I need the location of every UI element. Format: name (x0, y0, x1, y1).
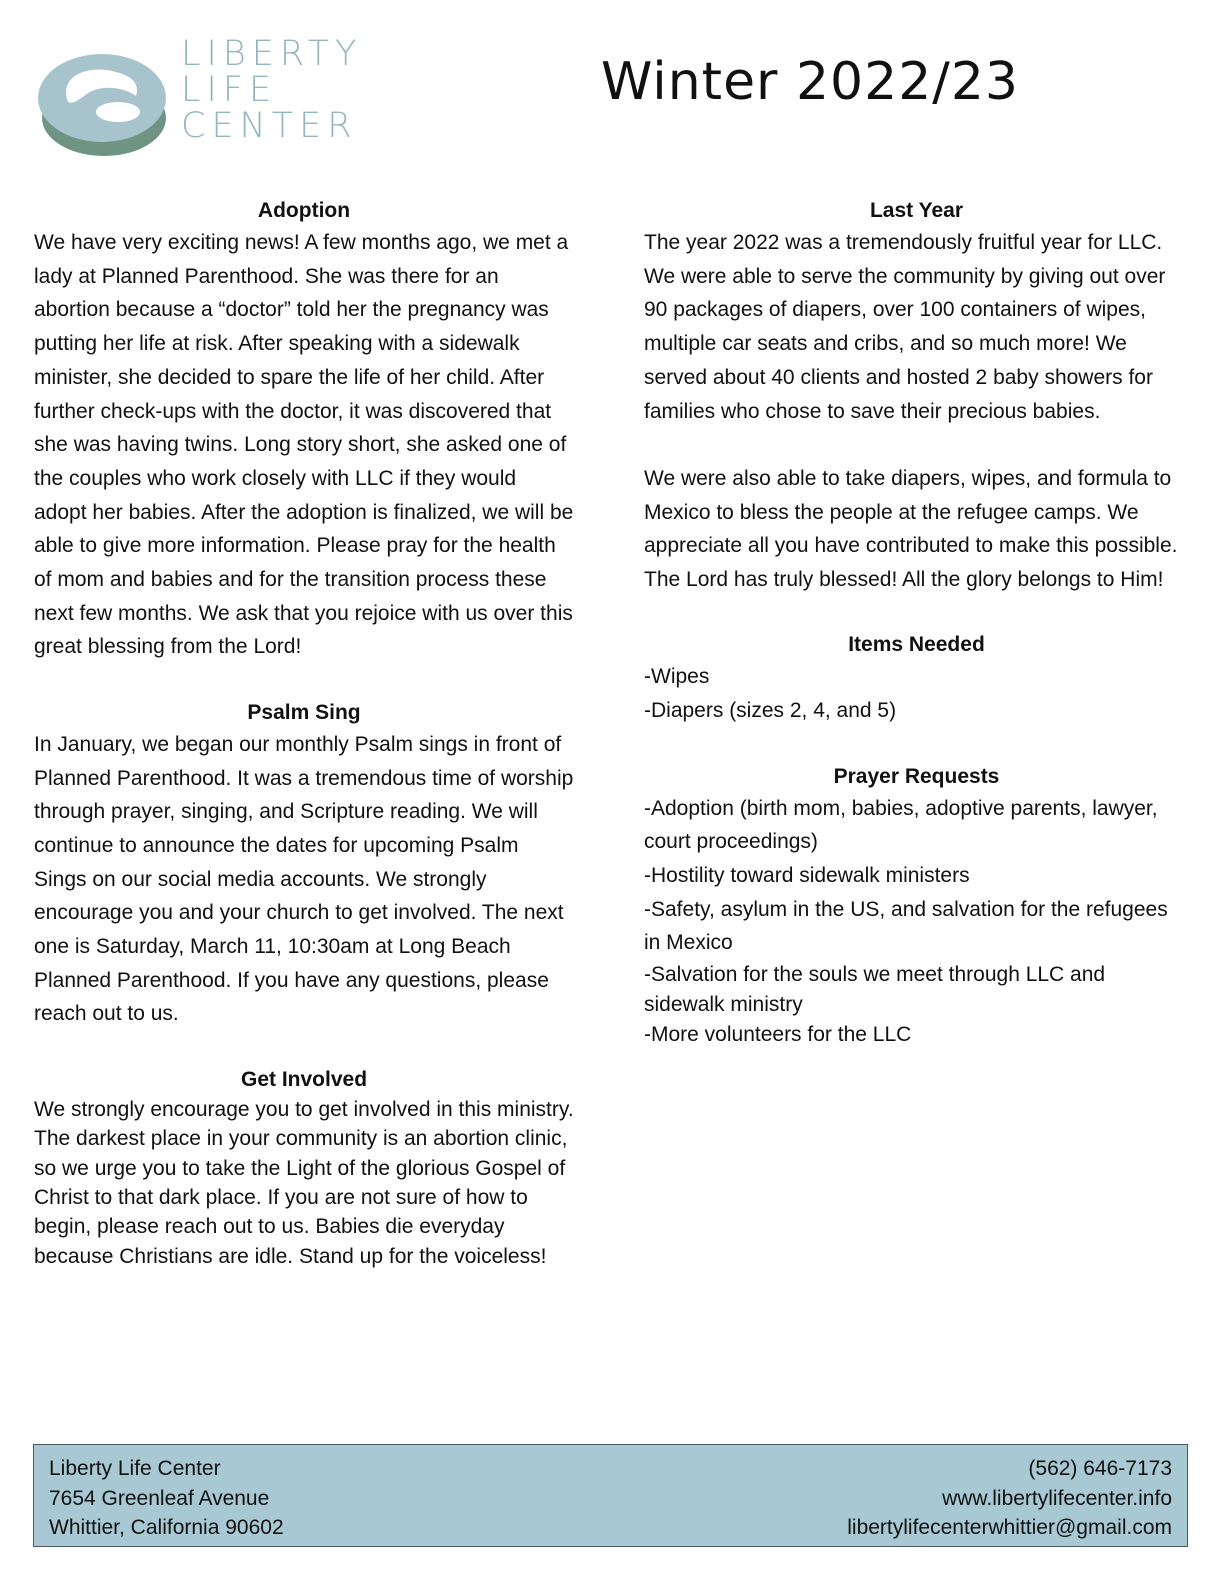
footer-phone: (562) 646-7173 (1028, 1457, 1172, 1480)
list-item: -Hostility toward sidewalk ministers (644, 863, 970, 887)
footer-address (49, 1454, 284, 1543)
adoption-section (34, 196, 574, 664)
adoption-text: We have very exciting news! A few months ago, we met a lady at Planned Parenthood. She was there for an abortion because a “doctor” told her the pregnancy was putting her life at risk. After speaking with a sidewalk minister, she decided to spare the life of her child. After further check-ups with the doctor, it was discovered that she was having twins. Long story short, she asked one of the couples who work closely with LLC if they would adopt her babies. After the adoption is finalized, we will be able to give more information. Please pray for the health of mom and babies and for the transition process these next few months. We ask that you rejoice with us over this great blessing from the Lord! (34, 231, 574, 659)
list-item: -Safety, asylum in the US, and salvation for the refugees in Mexico (644, 897, 1168, 955)
organization-logo (36, 26, 376, 166)
logo-line-1: LIBERTY (181, 34, 363, 74)
left-column (34, 196, 574, 1271)
items-needed-section (644, 630, 1189, 727)
footer-website: www.libertylifecenter.info (942, 1486, 1172, 1510)
footer-org-name: Liberty Life Center (49, 1457, 221, 1480)
last-year-text-2: We were also able to take diapers, wipes, and formula to Mexico to bless the people at the refugee camps. We appreciate all you have contributed to make this possible. The Lord has truly blessed! All the glory belongs to Him! (644, 466, 1178, 592)
list-item: -Wipes (644, 665, 710, 689)
get-involved-text: We strongly encourage you to get involved in this ministry. The darkest place in your community is an abortion clinic, so we urge you to take the Light of the glorious Gospel of Christ to that dark place. If you are not sure of how to begin, please reach out to us. Babies die everyday because Christians are idle. Stand up for the voiceless! (34, 1097, 574, 1268)
prayer-requests-section (644, 762, 1189, 1051)
psalm-sing-text: In January, we began our monthly Psalm sings in front of Planned Parenthood. It was a tremendous time of worship through prayer, singing, and Scripture reading. We will continue to announce the dates for upcoming Psalm Sings on our social media accounts. We strongly encourage you and your church to get involved. The next one is Saturday, March 11, 10:30am at Long Beach Planned Parenthood. If you have any questions, please reach out to us. (34, 732, 574, 1026)
list-item: -Adoption (birth mom, babies, adoptive parents, lawyer, court proceedings) (644, 796, 1158, 854)
prayer-requests-heading: Prayer Requests (833, 764, 1000, 788)
right-column (644, 196, 1189, 1050)
list-item: -Salvation for the souls we meet through LLC and sidewalk ministry (644, 963, 1106, 1017)
last-year-heading: Last Year (869, 199, 963, 222)
footer-contact (847, 1454, 1172, 1543)
logo-mark-icon (36, 26, 181, 166)
list-item: -More volunteers for the LLC (644, 1023, 912, 1047)
list-item: -Diapers (sizes 2, 4, and 5) (644, 699, 897, 723)
get-involved-section (34, 1065, 574, 1271)
adoption-heading: Adoption (257, 199, 351, 222)
footer-city: Whittier, California 90602 (49, 1516, 284, 1539)
get-involved-heading: Get Involved (240, 1067, 368, 1091)
contact-footer (33, 1444, 1188, 1547)
last-year-text-1: The year 2022 was a tremendously fruitful year for LLC. We were able to serve the community by giving out over 90 packages of diapers, over 100 containers of wipes, multiple car seats and cribs, and so much more! We served about 40 clients and hosted 2 baby showers for families who chose to save their precious babies. (644, 231, 1166, 423)
logo-line-3: CENTER (181, 106, 358, 146)
page-title: Winter 2022/23 (601, 52, 1019, 112)
psalm-sing-section (34, 698, 574, 1031)
last-year-section (644, 196, 1189, 597)
psalm-sing-heading: Psalm Sing (247, 700, 361, 724)
items-needed-heading: Items Needed (848, 633, 985, 657)
logo-line-2: LIFE (181, 70, 278, 110)
footer-email: libertylifecenterwhittier@gmail.com (847, 1516, 1172, 1539)
logo-wordmark (181, 36, 362, 144)
footer-street: 7654 Greenleaf Avenue (49, 1486, 270, 1510)
